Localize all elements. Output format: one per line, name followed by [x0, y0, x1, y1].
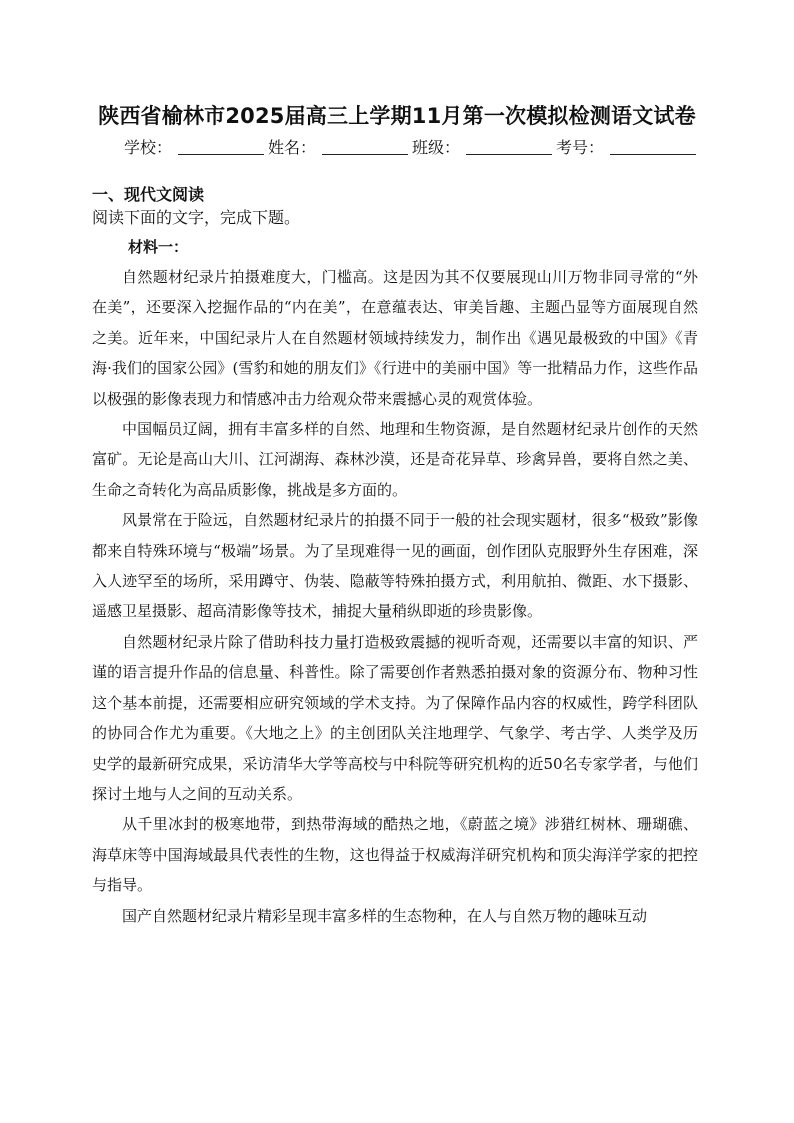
- passage-body: [92, 262, 698, 931]
- paragraph: 自然题材纪录片拍摄难度大，门槛高。这是因为其不仅要展现山川万物非同寻常的“外在美”，还要深入挖掘作品的“内在美”，在意蕴表达、审美旨趣、主题凸显等方面展现自然之美。近年来，中国纪录片人在自然题材领域持续发力，制作出《遇见最极致的中国》《青海·我们的国家公园》(雪豹和她的朋友们》《行进中的美丽中国》等一批精品力作，这些作品以极强的影像表现力和情感冲击力给观众带来震撼心灵的观赏体验。: [92, 268, 698, 408]
- paragraph: 国产自然题材纪录片精彩呈现丰富多样的生态物种，在人与自然万物的趣味互动: [122, 906, 648, 925]
- student-info-line: [124, 135, 700, 158]
- document-title: 陕西省榆林市2025届高三上学期11月第一次模拟检测语文试卷: [98, 104, 696, 128]
- number-blank: [610, 140, 696, 155]
- number-label: 考号：: [556, 138, 605, 157]
- name-label: 姓名：: [268, 138, 317, 157]
- material-label: 材料一：: [128, 238, 189, 256]
- class-label: 班级：: [412, 138, 461, 157]
- paragraph: 从千里冰封的极寒地带，到热带海域的酷热之地，《蔚蓝之境》涉猎红树林、珊瑚礁、海草床等中国海域最具代表性的生物，这也得益于权威海洋研究机构和顶尖海洋学家的把控与指导。: [92, 815, 698, 895]
- school-label: 学校：: [124, 138, 173, 157]
- instruction-text: 阅读下面的文字，完成下题。: [92, 208, 301, 227]
- paragraph: 中国幅员辽阔，拥有丰富多样的自然、地理和生物资源，是自然题材纪录片创作的天然富矿。无论是高山大川、江河湖海、森林沙漠，还是奇花异草、珍禽异兽，要将自然之美、生命之奇转化为高品质影像，挑战是多方面的。: [92, 420, 698, 499]
- name-blank: [322, 140, 408, 155]
- paragraph: 风景常在于险远，自然题材纪录片的拍摄不同于一般的社会现实题材，很多“极致”影像都来自特殊环境与“极端”场景。为了呈现难得一见的画面，创作团队克服野外生存困难，深入人迹罕至的场所，采用蹲守、伪装、隐蔽等特殊拍摄方式，利用航拍、微距、水下摄影、遥感卫星摄影、超高清影像等技术，捕捉大量稍纵即逝的珍贵影像。: [92, 511, 698, 621]
- paragraph: 自然题材纪录片除了借助科技力量打造极致震撼的视听奇观，还需要以丰富的知识、严谨的语言提升作品的信息量、科普性。除了需要创作者熟悉拍摄对象的资源分布、物种习性这个基本前提，还需要相应研究领域的学术支持。为了保障作品内容的权威性，跨学科团队的协同合作尤为重要。《大地之上》的主创团队关注地理学、气象学、考古学、人类学及历史学的最新研究成果，采访清华大学等高校与中科院等研究机构的近50名专家学者，与他们探讨土地与人之间的互动关系。: [92, 632, 698, 803]
- class-blank: [466, 140, 552, 155]
- school-blank: [178, 140, 264, 155]
- section-heading: 一、现代文阅读: [92, 185, 205, 204]
